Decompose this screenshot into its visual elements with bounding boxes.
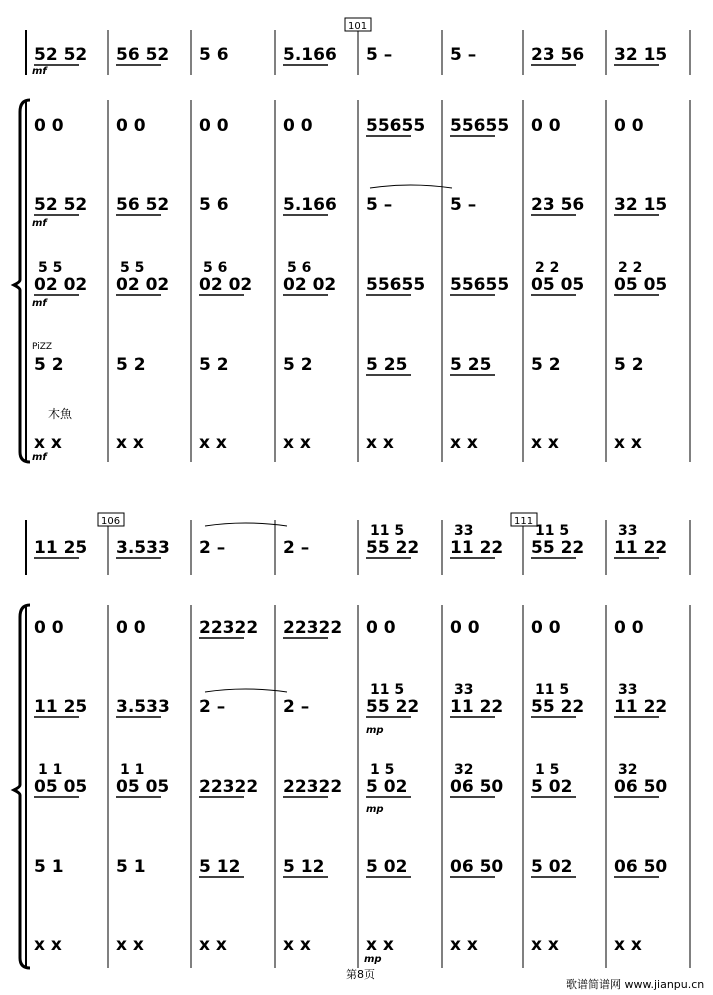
sys2-upper-note: 11 5 — [370, 682, 405, 698]
sys1-note-group: 0 0 — [531, 116, 561, 136]
sys2-upper-note: 1 1 — [120, 762, 145, 778]
sys2-note-group: x x — [283, 935, 311, 955]
sys1-note-group: 32 15 — [614, 195, 668, 215]
sys2-upper-note: 1 1 — [38, 762, 63, 778]
sys1-upper-note: 5 6 — [287, 260, 312, 276]
sys2-note-group: 11 22 — [614, 538, 668, 558]
sys2-note-group: 5 02 — [366, 857, 408, 877]
sys1-note-group: 02 02 — [116, 275, 170, 295]
sys1-note-group: 5 25 — [450, 355, 492, 375]
sys2-note-group: 5 12 — [283, 857, 325, 877]
pizz-mark: PiZZ — [32, 342, 53, 352]
sys1-note-group: 56 52 — [116, 45, 170, 65]
sys2-note-group: 5 02 — [531, 857, 573, 877]
sys1-note-group: x x — [199, 433, 227, 453]
sys1-note-group: x x — [116, 433, 144, 453]
sys2-note-group: 06 50 — [450, 857, 504, 877]
sys2-note-group: 55 22 — [366, 538, 420, 558]
sys1-note-group: 0 0 — [283, 116, 313, 136]
sys1-note-group: x x — [34, 433, 62, 453]
sys2-note-group: 22322 — [283, 777, 343, 797]
rehearsal-mark: 106 — [101, 516, 121, 527]
dynamic-mark: mf — [32, 218, 47, 229]
sys1-note-group: 5 6 — [199, 195, 229, 215]
sys2-note-group: 05 05 — [34, 777, 88, 797]
sys2-note-group: 55 22 — [531, 538, 585, 558]
sys1-upper-note: 2 2 — [618, 260, 643, 276]
sys1-upper-note: 5 5 — [38, 260, 63, 276]
sys1-note-group: 23 56 — [531, 195, 585, 215]
sys2-note-group: x x — [366, 935, 394, 955]
sys2-note-group: 0 0 — [34, 618, 64, 638]
sys2-note-group: 0 0 — [366, 618, 396, 638]
dynamic-mark: mf — [32, 452, 47, 463]
sys2-note-group: 22322 — [283, 618, 343, 638]
tie-arc — [370, 185, 452, 188]
sys2-note-group: 2 – — [199, 538, 226, 558]
sys1-upper-note: 5 5 — [120, 260, 145, 276]
sys2-note-group: 0 0 — [614, 618, 644, 638]
watermark: 歌谱简谱网 www.jianpu.cn — [566, 978, 705, 991]
sys2-note-group: x x — [531, 935, 559, 955]
sys2-note-group: 5 12 — [199, 857, 241, 877]
sys2-note-group: 22322 — [199, 777, 259, 797]
sys2-note-group: 11 22 — [614, 697, 668, 717]
sys1-note-group: x x — [531, 433, 559, 453]
sys1-note-group: 02 02 — [199, 275, 253, 295]
sys1-note-group: 5 – — [366, 195, 393, 215]
dynamic-mark: mp — [366, 804, 384, 815]
sys1-note-group: 55655 — [366, 116, 426, 136]
sys2-note-group: 3.533 — [116, 697, 170, 717]
sys1-note-group: 5 2 — [34, 355, 64, 375]
sys2-note-group: 55 22 — [531, 697, 585, 717]
sys1-note-group: 55655 — [450, 275, 510, 295]
notes-layer — [32, 45, 667, 965]
rehearsal-mark: 111 — [514, 516, 534, 527]
sys2-upper-note: 11 5 — [370, 523, 405, 539]
sys1-note-group: 52 52 — [34, 45, 88, 65]
sys2-upper-note: 33 — [454, 523, 474, 539]
sys2-note-group: 11 25 — [34, 697, 88, 717]
sys2-note-group: 2 – — [283, 697, 310, 717]
sys1-note-group: 0 0 — [116, 116, 146, 136]
sys2-note-group: 2 – — [199, 697, 226, 717]
rehearsal-mark: 101 — [348, 21, 368, 32]
sys2-note-group: 55 22 — [366, 697, 420, 717]
sys1-note-group: 5 6 — [199, 45, 229, 65]
sys2-note-group: 0 0 — [116, 618, 146, 638]
sys2-note-group: x x — [116, 935, 144, 955]
sys1-upper-note: 2 2 — [535, 260, 560, 276]
sys2-note-group: 5 1 — [116, 857, 146, 877]
sys1-note-group: 55655 — [450, 116, 510, 136]
dynamic-mark: mp — [366, 725, 384, 736]
staff-brace — [14, 605, 30, 968]
sys2-note-group: x x — [614, 935, 642, 955]
dynamic-mark: mf — [32, 298, 47, 309]
page-number: 第8页 — [346, 968, 375, 981]
sys1-note-group: 5 – — [450, 45, 477, 65]
sys1-note-group: 5 2 — [116, 355, 146, 375]
sys2-note-group: x x — [34, 935, 62, 955]
sys1-note-group: x x — [614, 433, 642, 453]
sys2-note-group: 0 0 — [531, 618, 561, 638]
sys1-note-group: 23 56 — [531, 45, 585, 65]
sys1-note-group: 5 2 — [614, 355, 644, 375]
sys2-note-group: 11 22 — [450, 538, 504, 558]
sys2-note-group: 5 1 — [34, 857, 64, 877]
sys1-note-group: x x — [283, 433, 311, 453]
sys2-note-group: 5 02 — [531, 777, 573, 797]
sys2-note-group: 0 0 — [450, 618, 480, 638]
sys1-note-group: 5 2 — [283, 355, 313, 375]
sys1-note-group: 32 15 — [614, 45, 668, 65]
sys2-note-group: 5 02 — [366, 777, 408, 797]
sys1-upper-note: 5 6 — [203, 260, 228, 276]
sys1-note-group: x x — [366, 433, 394, 453]
sys1-note-group: 5 2 — [199, 355, 229, 375]
sys2-note-group: 11 22 — [450, 697, 504, 717]
sys2-note-group: 05 05 — [116, 777, 170, 797]
sys2-note-group: 3.533 — [116, 538, 170, 558]
sys2-note-group: 06 50 — [450, 777, 504, 797]
sys1-note-group: 5 2 — [531, 355, 561, 375]
sys2-upper-note: 1 5 — [370, 762, 395, 778]
sys2-upper-note: 33 — [618, 523, 638, 539]
sys1-note-group: 0 0 — [614, 116, 644, 136]
sys1-note-group: 05 05 — [614, 275, 668, 295]
sys2-upper-note: 33 — [618, 682, 638, 698]
sys1-note-group: 5.166 — [283, 45, 337, 65]
sys2-note-group: x x — [450, 935, 478, 955]
sys2-note-group: x x — [199, 935, 227, 955]
sys2-upper-note: 33 — [454, 682, 474, 698]
sys1-note-group: 02 02 — [34, 275, 88, 295]
sys2-note-group: 2 – — [283, 538, 310, 558]
instrument-label-muyu: 木魚 — [48, 407, 73, 421]
sys1-note-group: 05 05 — [531, 275, 585, 295]
sys2-note-group: 11 25 — [34, 538, 88, 558]
sys1-note-group: 5.166 — [283, 195, 337, 215]
sys1-note-group: 0 0 — [34, 116, 64, 136]
staff-brace — [14, 100, 30, 462]
sys1-note-group: 5 – — [450, 195, 477, 215]
sys2-upper-note: 11 5 — [535, 523, 570, 539]
sys1-note-group: 5 25 — [366, 355, 408, 375]
sys2-upper-note: 32 — [454, 762, 474, 778]
sys2-note-group: 06 50 — [614, 857, 668, 877]
sys1-note-group: 5 – — [366, 45, 393, 65]
sys1-note-group: 56 52 — [116, 195, 170, 215]
sys2-upper-note: 11 5 — [535, 682, 570, 698]
sys2-upper-note: 1 5 — [535, 762, 560, 778]
sys1-note-group: 02 02 — [283, 275, 337, 295]
sys2-upper-note: 32 — [618, 762, 638, 778]
sys1-note-group: x x — [450, 433, 478, 453]
sys1-note-group: 55655 — [366, 275, 426, 295]
dynamic-mark: mp — [364, 954, 382, 965]
sys1-note-group: 0 0 — [199, 116, 229, 136]
sys2-note-group: 06 50 — [614, 777, 668, 797]
sys2-note-group: 22322 — [199, 618, 259, 638]
sys1-note-group: 52 52 — [34, 195, 88, 215]
dynamic-mark: mf — [32, 66, 47, 77]
staff-lines — [14, 18, 690, 968]
